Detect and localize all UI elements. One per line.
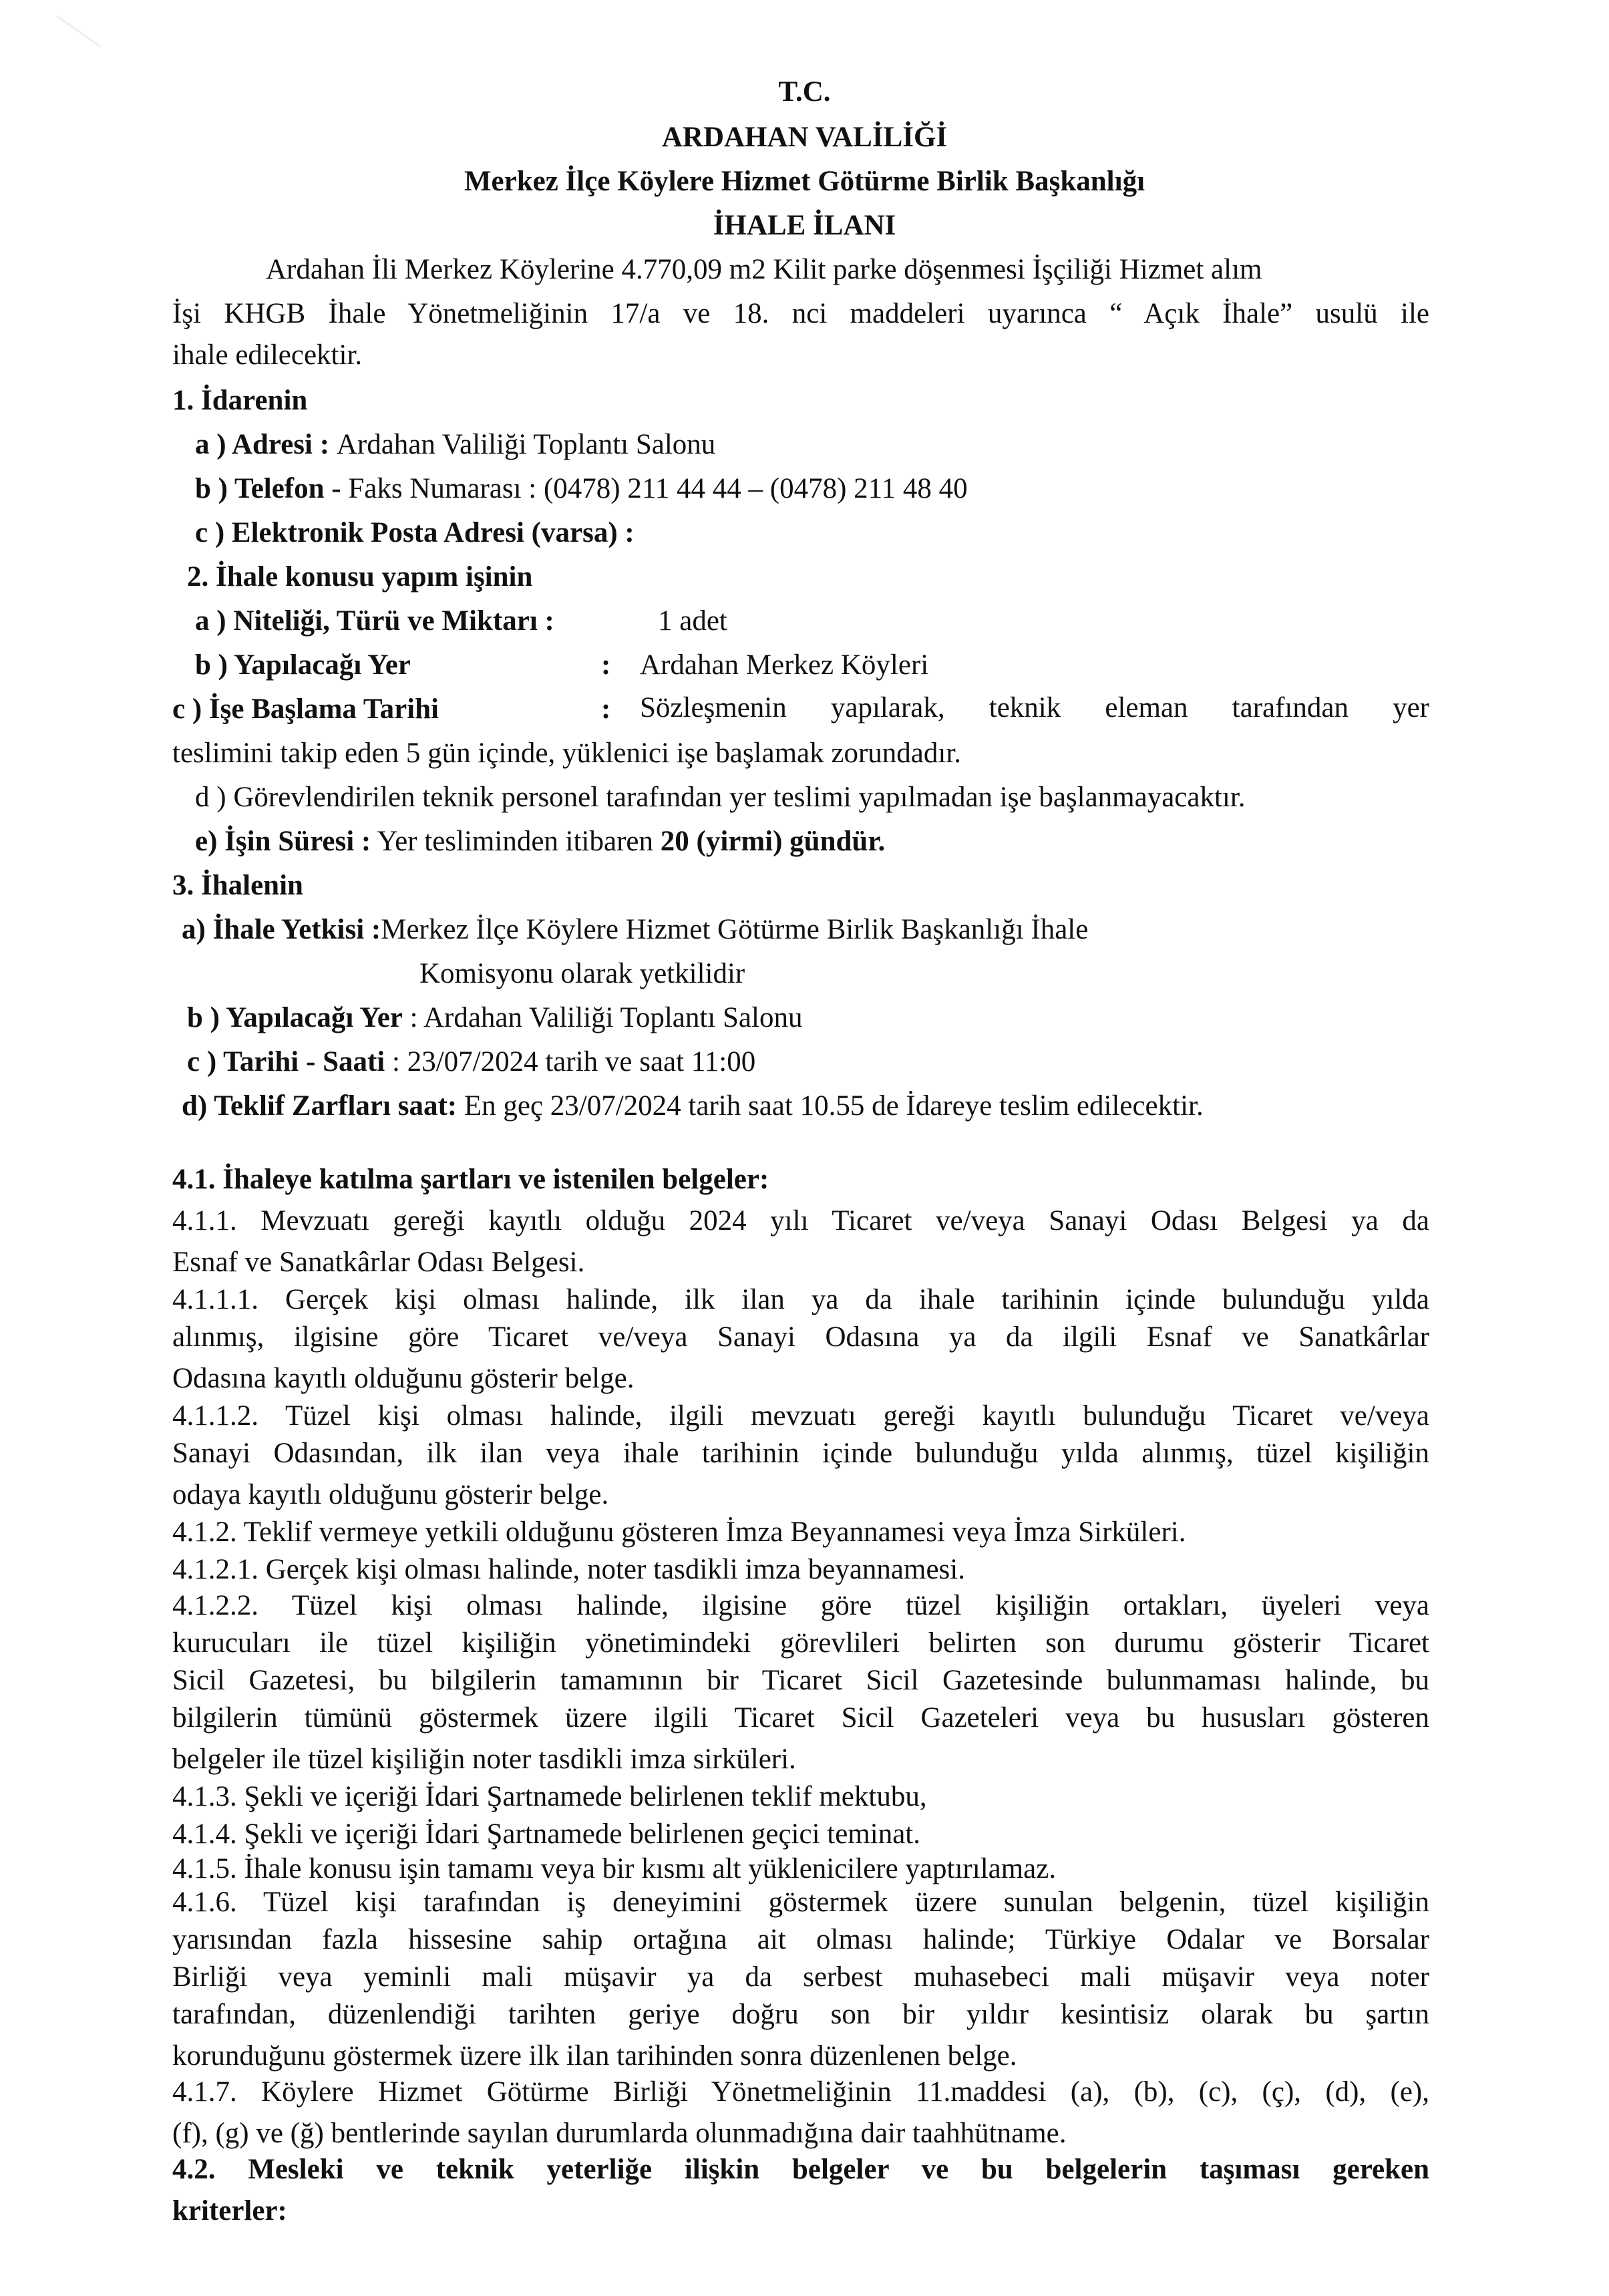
s42-heading-line-2: kriterler: <box>172 2195 287 2227</box>
p416-line-2: yarısından fazla hissesine sahip ortağına ait olması halinde; Türkiye Odalar ve Borsalar <box>172 1924 1429 1955</box>
p416-line-1: 4.1.6. Tüzel kişi tarafından iş deneyimini göstermek üzere sunulan belgenin, tüzel kişiliğin <box>172 1887 1429 1918</box>
s2-c-sep: : <box>601 693 611 725</box>
s2-e-label: e) İşin Süresi : <box>195 826 371 857</box>
s3-b-value: : Ardahan Valiliği Toplantı Salonu <box>402 1002 803 1033</box>
s2-e-value: Yer tesliminden itibaren <box>371 826 661 857</box>
intro-line-1: Ardahan İli Merkez Köylerine 4.770,09 m2 Kilit parke döşenmesi İşçiliği Hizmet alım <box>266 254 1262 285</box>
s2-a-value: 1 adet <box>658 605 727 637</box>
p411-line-1: 4.1.1. Mevzuatı gereği kayıtlı olduğu 2024 yılı Ticaret ve/veya Sanayi Odası Belgesi ya da <box>172 1205 1429 1237</box>
s3-a-row <box>182 913 1088 947</box>
s3-a-label: a) İhale Yetkisi : <box>182 914 381 945</box>
p4122-line-2: kurucuları ile tüzel kişiliğin yönetimindeki görevlileri belirten son durumu gösterir Ticaret <box>172 1627 1429 1659</box>
s3-a-value: Merkez İlçe Köylere Hizmet Götürme Birlik Başkanlığı İhale <box>381 914 1089 945</box>
s42-heading-line-1: 4.2. Mesleki ve teknik yeterliğe ilişkin belgeler ve bu belgelerin taşıması gereken <box>172 2154 1429 2185</box>
s1-b-label: b ) Telefon - <box>195 473 341 504</box>
p414: 4.1.4. Şekli ve içeriği İdari Şartnamede belirlenen geçici teminat. <box>172 1818 920 1850</box>
s2-e-duration: 20 (yirmi) gündür. <box>660 826 886 857</box>
p4111-line-2: alınmış, ilgisine göre Ticaret ve/veya Sanayi Odasına ya da ilgili Esnaf ve Sanatkârlar <box>172 1321 1429 1353</box>
p416-line-4: tarafından, düzenlendiği tarihten geriye doğru son bir yıldır kesintisiz olarak bu şartın <box>172 1999 1429 2030</box>
s3-b-label: b ) Yapılacağı Yer <box>187 1002 403 1033</box>
scan-artifact <box>33 15 100 80</box>
s2-heading: 2. İhale konusu yapım işinin <box>187 561 533 593</box>
p417-line-1: 4.1.7. Köylere Hizmet Götürme Birliği Yönetmeliğinin 11.maddesi (a), (b), (c), (ç), (d), (e), <box>172 2076 1429 2108</box>
p413: 4.1.3. Şekli ve içeriği İdari Şartnamede belirlenen teklif mektubu, <box>172 1781 927 1812</box>
p4121: 4.1.2.1. Gerçek kişi olması halinde, noter tasdikli imza beyannamesi. <box>172 1554 965 1585</box>
p4112-line-1: 4.1.1.2. Tüzel kişi olması halinde, ilgili mevzuatı gereği kayıtlı bulunduğu Ticaret ve/veya <box>172 1400 1429 1432</box>
s3-b-row <box>187 1001 802 1035</box>
s2-c-continuation: teslimini takip eden 5 gün içinde, yüklenici işe başlamak zorundadır. <box>172 737 962 769</box>
p412: 4.1.2. Teklif vermeye yetkili olduğunu gösteren İmza Beyannamesi veya İmza Sirküleri. <box>172 1516 1186 1548</box>
s2-c-value: Sözleşmenin yapılarak, teknik eleman tarafından yer <box>640 692 1429 723</box>
page-title: İHALE İLANI <box>713 210 896 241</box>
p411-line-2: Esnaf ve Sanatkârlar Odası Belgesi. <box>172 1247 585 1278</box>
s3-heading: 3. İhalenin <box>172 870 303 901</box>
s3-c-row <box>187 1045 755 1080</box>
p4112-line-2: Sanayi Odasından, ilk ilan veya ihale tarihinin içinde bulunduğu yılda alınmış, tüzel kişiliğin <box>172 1438 1429 1469</box>
s2-b-sep: : <box>601 649 611 681</box>
intro-line-3: ihale edilecektir. <box>172 339 363 371</box>
s1-a-sep: : <box>313 429 337 460</box>
s1-a-label: a ) Adresi <box>195 429 313 460</box>
s3-d-row <box>182 1089 1204 1124</box>
s2-d-text: d ) Görevlendirilen teknik personel tarafından yer teslimi yapılmadan işe başlanmayacaktır. <box>195 782 1246 813</box>
p416-line-3: Birliği veya yeminli mali müşavir ya da serbest muhasebeci mali müşavir veya noter <box>172 1961 1429 1993</box>
p4122-line-1: 4.1.2.2. Tüzel kişi olması halinde, ilgisine göre tüzel kişiliğin ortakları, üyeleri veya <box>172 1590 1429 1621</box>
s1-a-value: Ardahan Valiliği Toplantı Salonu <box>336 429 716 460</box>
p4111-line-3: Odasına kayıtlı olduğunu gösterir belge. <box>172 1363 635 1394</box>
header-valilik: ARDAHAN VALİLİĞİ <box>661 122 948 153</box>
s2-b-label: b ) Yapılacağı Yer <box>195 649 411 681</box>
p417-line-2: (f), (g) ve (ğ) bentlerinde sayılan durumlarda olunmadığına dair taahhütname. <box>172 2118 1067 2149</box>
s2-a-row <box>195 604 554 639</box>
p415: 4.1.5. İhale konusu işin tamamı veya bir kısmı alt yüklenicilere yaptırılamaz. <box>172 1853 1057 1884</box>
s3-a-continuation: Komisyonu olarak yetkilidir <box>419 958 745 989</box>
p416-line-5: korunduğunu göstermek üzere ilk ilan tarihinden sonra düzenlenen belge. <box>172 2040 1017 2072</box>
header-tc: T.C. <box>778 76 831 108</box>
s1-b-value: Faks Numarası : (0478) 211 44 44 – (0478) 211 48 40 <box>341 473 968 504</box>
p4111-line-1: 4.1.1.1. Gerçek kişi olması halinde, ilk ilan ya da ihale tarihinin içinde bulunduğu yılda <box>172 1284 1429 1315</box>
s3-d-value: En geç 23/07/2024 tarih saat 10.55 de İdareye teslim edilecektir. <box>457 1090 1204 1122</box>
s2-a-label: a ) Niteliği, Türü ve Miktarı : <box>195 605 554 637</box>
s2-e-row <box>195 824 885 859</box>
s1-c-label: c ) Elektronik Posta Adresi (varsa) : <box>195 517 635 548</box>
intro-line-2: İşi KHGB İhale Yönetmeliğinin 17/a ve 18. nci maddeleri uyarınca “ Açık İhale” usulü ile <box>172 298 1429 329</box>
s3-c-label: c ) Tarihi - Saati <box>187 1046 385 1078</box>
s2-c-label: c ) İşe Başlama Tarihi <box>172 693 439 725</box>
s1-b-row <box>195 472 968 506</box>
s3-d-label: d) Teklif Zarfları saat: <box>182 1090 458 1122</box>
p4122-line-5: belgeler ile tüzel kişiliğin noter tasdikli imza sirküleri. <box>172 1744 796 1775</box>
s3-c-value: : 23/07/2024 tarih ve saat 11:00 <box>385 1046 756 1078</box>
p4122-line-3: Sicil Gazetesi, bu bilgilerin tamamının bir Ticaret Sicil Gazetesinde bulunmaması halinde, bu <box>172 1665 1429 1696</box>
header-birlik: Merkez İlçe Köylere Hizmet Götürme Birlik Başkanlığı <box>464 166 1145 197</box>
s1-a-row <box>195 428 715 462</box>
s1-heading: 1. İdarenin <box>172 385 308 416</box>
s2-b-value: Ardahan Merkez Köyleri <box>640 649 929 681</box>
p4112-line-3: odaya kayıtlı olduğunu gösterir belge. <box>172 1479 609 1510</box>
s41-heading: 4.1. İhaleye katılma şartları ve istenilen belgeler: <box>172 1164 769 1195</box>
p4122-line-4: bilgilerin tümünü göstermek üzere ilgili Ticaret Sicil Gazeteleri veya bu hususları gösteren <box>172 1702 1429 1734</box>
